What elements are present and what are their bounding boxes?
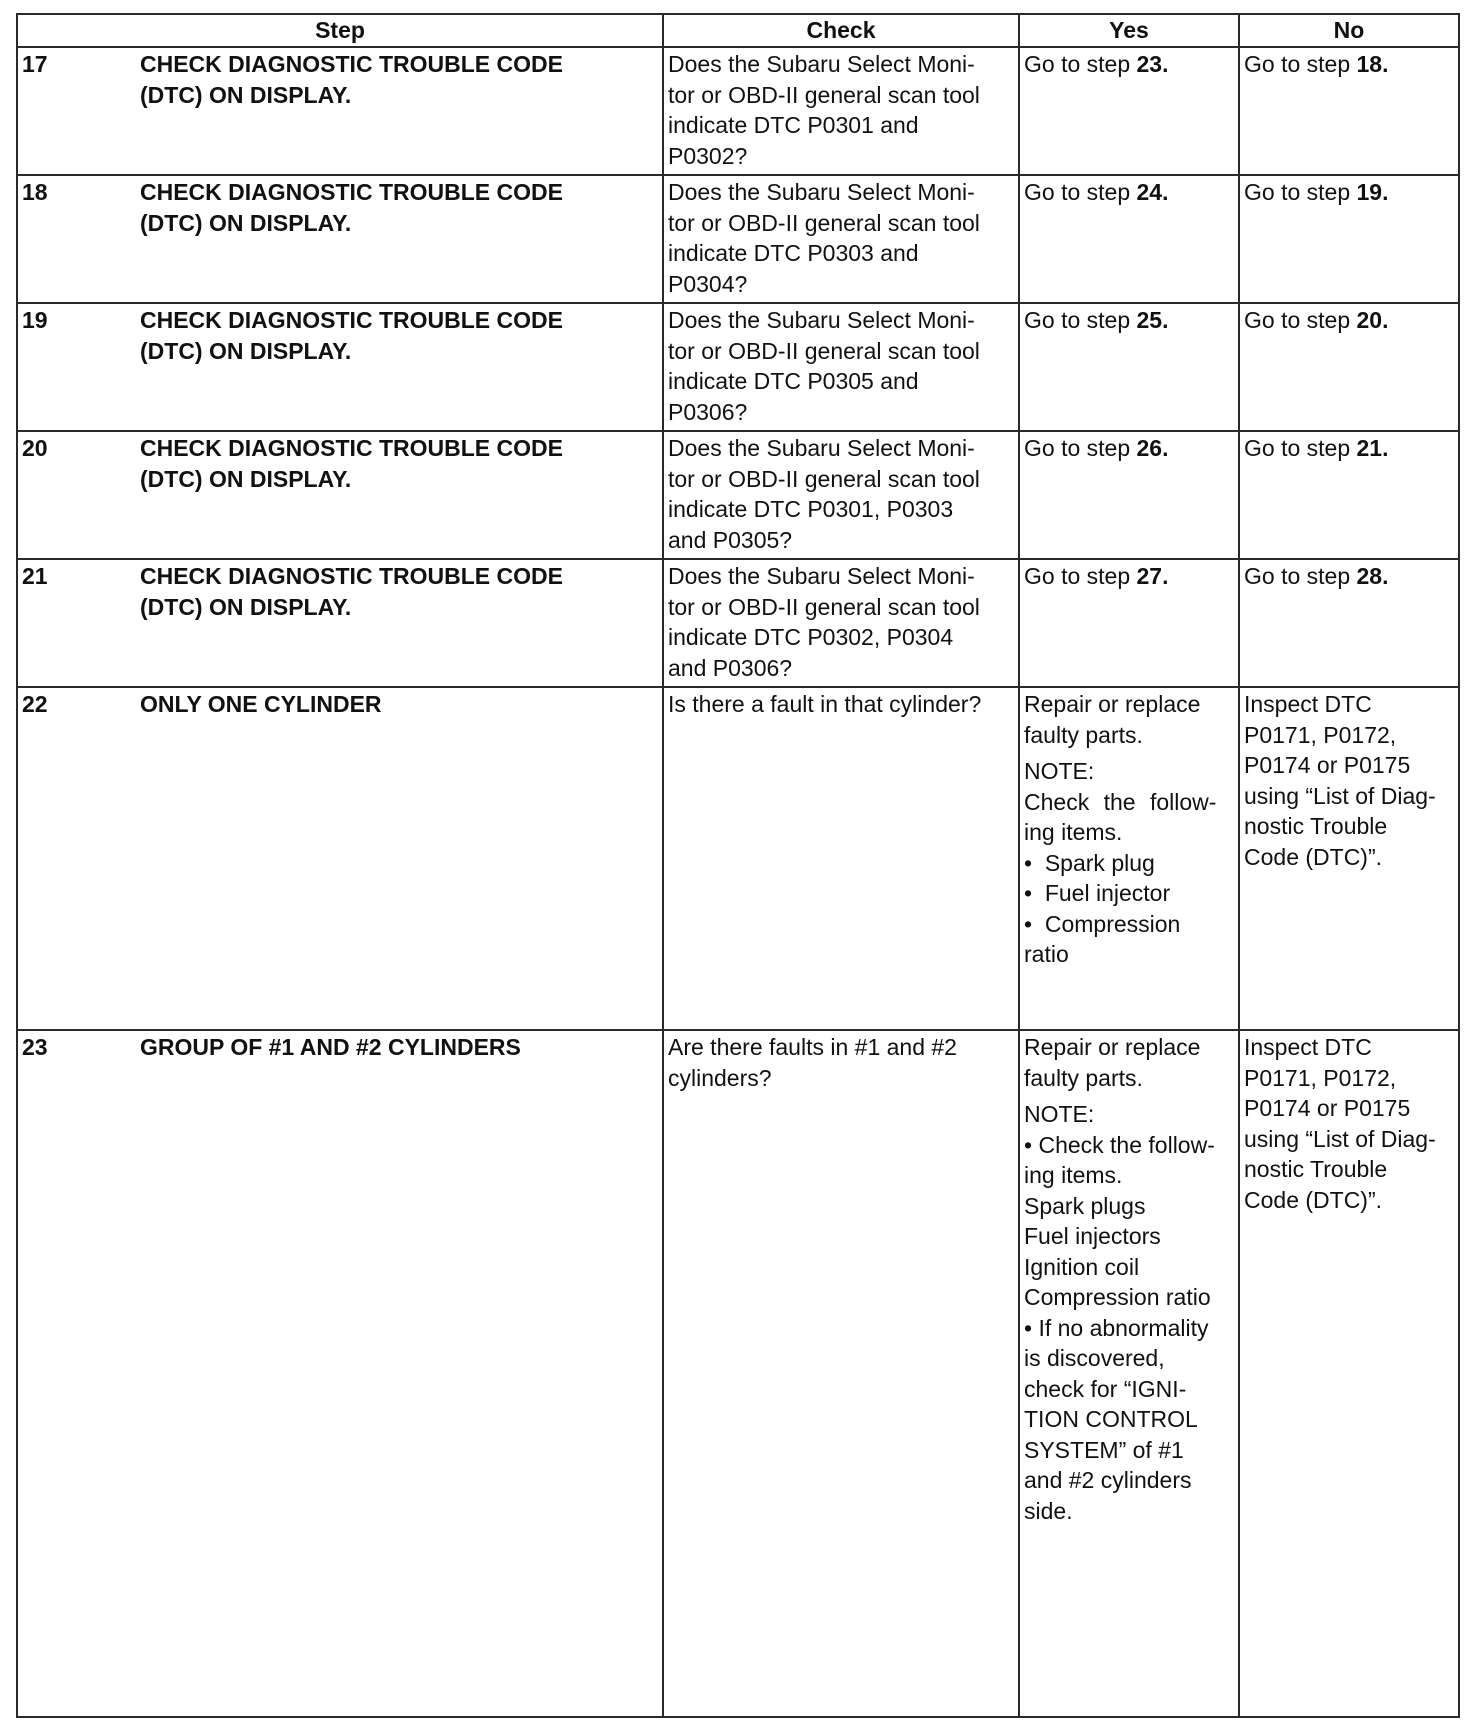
- step-title: GROUP OF #1 AND #2 CYLINDERS: [140, 1034, 521, 1060]
- no-text: Inspect DTC: [1244, 1034, 1372, 1060]
- check-text: Does the Subaru Select Moni-: [668, 563, 975, 589]
- check-cell: [663, 559, 1019, 687]
- check-text: indicate DTC P0301 and: [668, 112, 919, 138]
- note-label: NOTE:: [1024, 1101, 1095, 1127]
- step-cell: [17, 431, 663, 559]
- bullet-item: • Spark plug: [1024, 848, 1234, 879]
- no-text: Inspect DTC: [1244, 691, 1372, 717]
- step-title: CHECK DIAGNOSTIC TROUBLE CODE: [140, 51, 563, 77]
- check-text: Does the Subaru Select Moni-: [668, 307, 975, 333]
- check-text: Does the Subaru Select Moni-: [668, 435, 975, 461]
- yes-step-ref: 24.: [1136, 179, 1169, 205]
- check-text: tor or OBD-II general scan tool: [668, 593, 980, 620]
- check-item: Fuel injectors: [1024, 1223, 1161, 1249]
- check-text: Is there a fault in that cylinder?: [668, 691, 982, 717]
- yes-step-ref: 25.: [1136, 307, 1169, 333]
- check-cell: [663, 303, 1019, 431]
- no-cell: [1239, 687, 1459, 1030]
- yes-text: Go to step: [1024, 51, 1137, 77]
- step-number: 19: [22, 307, 48, 333]
- no-cell: [1239, 1030, 1459, 1717]
- yes-step-ref: 26.: [1136, 435, 1169, 461]
- no-step-ref: 18.: [1356, 51, 1389, 77]
- no-text: P0174 or P0175: [1244, 1095, 1411, 1121]
- no-cell: [1239, 303, 1459, 431]
- yes-text: TION CONTROL: [1024, 1406, 1198, 1432]
- check-item: Spark plugs: [1024, 1192, 1146, 1219]
- no-step-ref: 20.: [1356, 307, 1389, 333]
- no-text: Go to step: [1244, 435, 1357, 461]
- bullet-item: • Compression: [1024, 909, 1234, 940]
- no-text: Go to step: [1244, 51, 1357, 77]
- no-text: P0174 or P0175: [1244, 752, 1411, 778]
- step-title: CHECK DIAGNOSTIC TROUBLE CODE: [140, 179, 563, 205]
- yes-step-ref: 23.: [1136, 51, 1169, 77]
- yes-text: ing items.: [1024, 1162, 1123, 1188]
- step-title: (DTC) ON DISPLAY.: [140, 337, 352, 364]
- yes-cell: [1019, 175, 1239, 303]
- yes-text: SYSTEM” of #1: [1024, 1436, 1184, 1463]
- step-cell: [17, 47, 663, 175]
- no-text: Go to step: [1244, 307, 1357, 333]
- no-text: Go to step: [1244, 563, 1357, 589]
- diagnostic-table: [16, 13, 1460, 1718]
- yes-text: side.: [1024, 1497, 1073, 1524]
- check-cell: [663, 687, 1019, 1030]
- no-text: nostic Trouble: [1244, 1156, 1388, 1182]
- table-row: [17, 1030, 1459, 1717]
- step-cell: [17, 559, 663, 687]
- no-text: P0171, P0172,: [1244, 1064, 1397, 1091]
- step-number: 21: [22, 563, 48, 589]
- yes-cell: [1019, 687, 1239, 1030]
- no-text: P0171, P0172,: [1244, 721, 1397, 748]
- check-text: indicate DTC P0301, P0303: [668, 496, 954, 522]
- no-step-ref: 28.: [1356, 563, 1389, 589]
- check-text: indicate DTC P0303 and: [668, 240, 919, 266]
- step-number: 17: [22, 51, 48, 77]
- header-check: Check: [663, 14, 1019, 47]
- yes-text: Go to step: [1024, 435, 1137, 461]
- yes-text: ing items.: [1024, 819, 1123, 845]
- table-row: [17, 175, 1459, 303]
- check-item: Compression ratio: [1024, 1284, 1211, 1310]
- no-cell: [1239, 431, 1459, 559]
- no-step-ref: 21.: [1356, 435, 1389, 461]
- yes-cell: [1019, 47, 1239, 175]
- yes-text: faulty parts.: [1024, 721, 1143, 748]
- check-cell: [663, 431, 1019, 559]
- check-text: indicate DTC P0305 and: [668, 368, 919, 394]
- step-cell: [17, 175, 663, 303]
- bullet-item: • Fuel injector: [1024, 878, 1234, 909]
- check-text: cylinders?: [668, 1064, 772, 1091]
- yes-text: Go to step: [1024, 179, 1137, 205]
- table-row: [17, 687, 1459, 1030]
- yes-step-ref: 27.: [1136, 563, 1169, 589]
- no-cell: [1239, 47, 1459, 175]
- no-cell: [1239, 559, 1459, 687]
- step-number: 18: [22, 179, 48, 205]
- no-text: using “List of Diag-: [1244, 1125, 1436, 1152]
- step-title: (DTC) ON DISPLAY.: [140, 465, 352, 492]
- check-text: tor or OBD-II general scan tool: [668, 81, 980, 108]
- step-number: 22: [22, 691, 48, 717]
- step-title: CHECK DIAGNOSTIC TROUBLE CODE: [140, 435, 563, 461]
- check-text: tor or OBD-II general scan tool: [668, 465, 980, 492]
- check-text: Does the Subaru Select Moni-: [668, 51, 975, 77]
- check-text: Does the Subaru Select Moni-: [668, 179, 975, 205]
- check-text: Are there faults in #1 and #2: [668, 1034, 957, 1060]
- table-row: [17, 559, 1459, 687]
- check-text: P0302?: [668, 142, 748, 169]
- no-text: Go to step: [1244, 179, 1357, 205]
- yes-text: and #2 cylinders: [1024, 1467, 1192, 1493]
- step-title: (DTC) ON DISPLAY.: [140, 209, 352, 236]
- check-text: tor or OBD-II general scan tool: [668, 209, 980, 236]
- yes-text: Go to step: [1024, 307, 1137, 333]
- yes-text: Repair or replace: [1024, 691, 1201, 717]
- check-cell: [663, 47, 1019, 175]
- yes-text: check for “IGNI-: [1024, 1375, 1187, 1402]
- yes-cell: [1019, 303, 1239, 431]
- header-row: [17, 14, 1459, 47]
- no-text: Code (DTC)”.: [1244, 843, 1383, 870]
- yes-text: Check the follow-: [1024, 788, 1217, 815]
- yes-text: is discovered,: [1024, 1345, 1165, 1371]
- header-no: No: [1239, 14, 1459, 47]
- table-row: [17, 47, 1459, 175]
- step-title: CHECK DIAGNOSTIC TROUBLE CODE: [140, 307, 563, 333]
- no-step-ref: 19.: [1356, 179, 1389, 205]
- no-text: Code (DTC)”.: [1244, 1186, 1383, 1213]
- bullet-item: • Check the follow-: [1024, 1130, 1234, 1161]
- check-item: Ignition coil: [1024, 1253, 1140, 1280]
- bullet-item: • If no abnormality: [1024, 1313, 1234, 1344]
- header-step: Step: [17, 14, 663, 47]
- check-cell: [663, 175, 1019, 303]
- yes-cell: [1019, 559, 1239, 687]
- no-text: nostic Trouble: [1244, 813, 1388, 839]
- check-text: tor or OBD-II general scan tool: [668, 337, 980, 364]
- table-row: [17, 431, 1459, 559]
- no-cell: [1239, 175, 1459, 303]
- step-title: ONLY ONE CYLINDER: [140, 691, 382, 717]
- check-text: and P0306?: [668, 654, 793, 681]
- step-number: 20: [22, 435, 48, 461]
- yes-text: ratio: [1024, 941, 1069, 967]
- check-cell: [663, 1030, 1019, 1717]
- step-cell: [17, 1030, 663, 1717]
- header-yes: Yes: [1019, 14, 1239, 47]
- yes-cell: [1019, 431, 1239, 559]
- step-number: 23: [22, 1034, 48, 1060]
- no-text: using “List of Diag-: [1244, 782, 1436, 809]
- yes-cell: [1019, 1030, 1239, 1717]
- yes-text: Go to step: [1024, 563, 1137, 589]
- yes-text: Repair or replace: [1024, 1034, 1201, 1060]
- check-text: indicate DTC P0302, P0304: [668, 624, 954, 650]
- step-title: (DTC) ON DISPLAY.: [140, 81, 352, 108]
- check-text: P0304?: [668, 270, 748, 297]
- note-label: NOTE:: [1024, 758, 1095, 784]
- check-text: P0306?: [668, 398, 748, 425]
- step-title: (DTC) ON DISPLAY.: [140, 593, 352, 620]
- step-title: CHECK DIAGNOSTIC TROUBLE CODE: [140, 563, 563, 589]
- check-text: and P0305?: [668, 526, 793, 553]
- table-row: [17, 303, 1459, 431]
- yes-text: faulty parts.: [1024, 1064, 1143, 1091]
- step-cell: [17, 687, 663, 1030]
- step-cell: [17, 303, 663, 431]
